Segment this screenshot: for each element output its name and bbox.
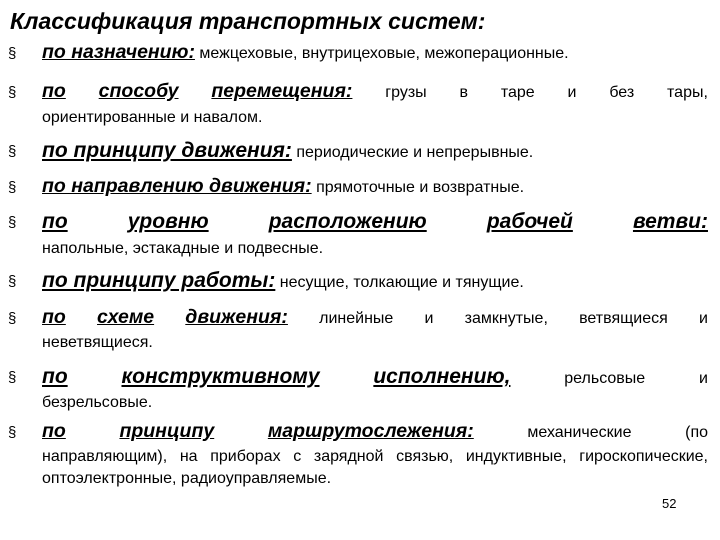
item-key-word: по: [42, 80, 66, 102]
bullet-icon: §: [8, 45, 17, 62]
item-key: по принципу движения:: [42, 139, 292, 162]
item-key-word: расположению: [268, 210, 427, 233]
item-continuation: напольные, эстакадные и подвесные.: [42, 240, 324, 257]
item-desc-word: в: [459, 84, 468, 101]
item-desc: несущие, толкающие и тянущие.: [279, 274, 524, 291]
item-continuation: ориентированные и навалом.: [42, 109, 263, 126]
bullet-icon: §: [8, 273, 17, 290]
item-line: [42, 210, 708, 234]
item-continuation: неветвящиеся.: [42, 334, 153, 351]
item-desc-word: (по: [685, 424, 708, 441]
item-key-word: схеме: [97, 306, 155, 328]
item-desc: прямоточные и возвратные.: [316, 179, 525, 196]
item-desc-word: и: [699, 370, 708, 387]
item-key-word: способу: [98, 80, 179, 102]
item-key-word: ветви:: [632, 210, 708, 233]
item-line: [42, 41, 708, 64]
bullet-icon: §: [8, 424, 17, 441]
item-desc-word: линейные: [319, 310, 394, 327]
bullet-icon: §: [8, 310, 17, 327]
item-key-word: по: [42, 365, 68, 388]
item-key-word: конструктивному: [121, 365, 320, 388]
item-line: [42, 306, 708, 329]
item-key-word: принципу: [119, 420, 215, 442]
item-key-word: рабочей: [486, 210, 573, 233]
item-desc-word: без: [609, 84, 635, 101]
item-key: по назначению:: [42, 41, 195, 63]
bullet-icon: §: [8, 143, 17, 160]
bullet-icon: §: [8, 369, 17, 386]
item-line: [42, 175, 708, 198]
slide-title: Классификация транспортных систем:: [10, 8, 486, 34]
item-key-word: по: [42, 210, 68, 233]
item-desc-word: грузы: [385, 84, 427, 101]
item-desc-word: и: [567, 84, 577, 101]
item-desc-word: тары,: [667, 84, 708, 101]
item-key-word: перемещения:: [211, 80, 353, 102]
item-continuation: безрельсовые.: [42, 394, 153, 411]
item-desc-word: и: [424, 310, 434, 327]
item-desc-word: замкнутые,: [464, 310, 548, 327]
item-key-word: маршрутослежения:: [267, 420, 474, 442]
item-line: [42, 80, 708, 103]
item-desc-word: механические: [527, 424, 632, 441]
item-key-word: по: [42, 420, 66, 442]
item-line: [42, 139, 708, 163]
item-desc-word: ветвящиеся: [579, 310, 668, 327]
item-key: по принципу работы:: [42, 269, 276, 292]
item-line: [42, 269, 708, 293]
item-key: по направлению движения:: [42, 175, 312, 197]
item-line: [42, 365, 708, 389]
page-number: 52: [662, 496, 677, 511]
item-key-word: по: [42, 306, 66, 328]
item-desc: межцеховые, внутрицеховые, межоперационные.: [199, 45, 569, 62]
item-line: [42, 420, 708, 443]
item-desc: периодические и непрерывные.: [296, 144, 534, 161]
item-desc-word: таре: [500, 84, 535, 101]
bullet-icon: §: [8, 214, 17, 231]
bullet-icon: §: [8, 84, 17, 101]
item-key-word: уровню: [127, 210, 209, 233]
item-key-word: исполнению,: [373, 365, 511, 388]
item-key-word: движения:: [185, 306, 288, 328]
item-desc-word: и: [698, 310, 708, 327]
bullet-icon: §: [8, 179, 17, 196]
item-desc-word: рельсовые: [564, 370, 646, 387]
item-continuation: направляющим), на приборах с зарядной связью, индуктивные, гироскопические, оптоэлектронные, радиоуправляемые.: [42, 448, 708, 487]
